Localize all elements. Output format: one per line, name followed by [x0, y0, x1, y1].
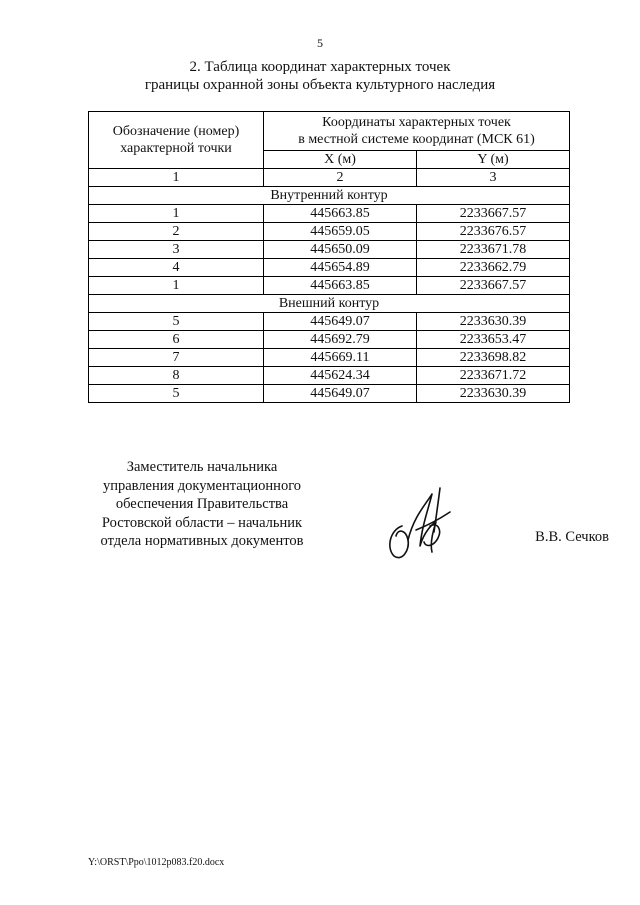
table-row — [89, 313, 570, 331]
position-line-4: Ростовской области – начальник — [101, 514, 303, 531]
header-coordinates-line-1: Координаты характерных точек — [322, 115, 511, 130]
table-row — [89, 223, 570, 241]
y-value: 2233667.57 — [417, 277, 570, 295]
table-index-row — [89, 169, 570, 187]
table-title — [0, 58, 640, 94]
x-value: 445624.34 — [264, 367, 417, 385]
y-value: 2233676.57 — [417, 223, 570, 241]
y-value: 2233667.57 — [417, 205, 570, 223]
table-row — [89, 205, 570, 223]
point-number: 5 — [89, 313, 264, 331]
x-value: 445654.89 — [264, 259, 417, 277]
table-row — [89, 241, 570, 259]
x-value: 445692.79 — [264, 331, 417, 349]
table-row — [89, 259, 570, 277]
y-value: 2233630.39 — [417, 313, 570, 331]
point-number: 6 — [89, 331, 264, 349]
signatory-position — [88, 458, 316, 551]
subheader-x: X (м) — [264, 151, 417, 169]
y-value: 2233671.72 — [417, 367, 570, 385]
header-point-designation — [89, 112, 264, 169]
x-value: 445649.07 — [264, 313, 417, 331]
header-coordinates-line-2: в местной системе координат (МСК 61) — [298, 132, 535, 147]
coordinates-table — [88, 111, 570, 403]
table-title-line-2: границы охранной зоны объекта культурного наследия — [144, 77, 496, 93]
table-row — [89, 349, 570, 367]
point-number: 1 — [89, 205, 264, 223]
position-line-3: обеспечения Правительства — [115, 496, 289, 512]
page-number: 5 — [317, 36, 323, 50]
x-value: 445663.85 — [264, 277, 417, 295]
point-number: 5 — [89, 385, 264, 403]
section-row-outer-contour — [89, 295, 570, 313]
point-number: 2 — [89, 223, 264, 241]
index-cell-2: 2 — [264, 169, 417, 187]
header-point-line-1: Обозначение (номер) — [112, 124, 240, 139]
index-cell-3: 3 — [417, 169, 570, 187]
position-line-2: управления документационного — [102, 477, 302, 494]
y-value: 2233662.79 — [417, 259, 570, 277]
position-line-1: Заместитель начальника — [126, 459, 278, 475]
table-row — [89, 331, 570, 349]
y-value: 2233653.47 — [417, 331, 570, 349]
header-coordinates — [264, 112, 570, 151]
table-header-row — [89, 112, 570, 151]
x-value: 445669.11 — [264, 349, 417, 367]
position-line-5: отдела нормативных документов — [100, 533, 304, 549]
subheader-y: Y (м) — [417, 151, 570, 169]
section-title: Внешний контур — [89, 295, 570, 313]
x-value: 445649.07 — [264, 385, 417, 403]
point-number: 4 — [89, 259, 264, 277]
point-number: 3 — [89, 241, 264, 259]
y-value: 2233671.78 — [417, 241, 570, 259]
point-number: 1 — [89, 277, 264, 295]
table-title-line-1: 2. Таблица координат характерных точек — [189, 59, 451, 75]
x-value: 445663.85 — [264, 205, 417, 223]
handwritten-signature — [380, 486, 460, 564]
point-number: 7 — [89, 349, 264, 367]
section-title: Внутренний контур — [89, 187, 570, 205]
x-value: 445659.05 — [264, 223, 417, 241]
point-number: 8 — [89, 367, 264, 385]
table-row — [89, 367, 570, 385]
signer-name: В.В. Сечков — [535, 529, 609, 545]
table-row — [89, 385, 570, 403]
section-row-inner-contour — [89, 187, 570, 205]
y-value: 2233698.82 — [417, 349, 570, 367]
x-value: 445650.09 — [264, 241, 417, 259]
header-point-line-2: характерной точки — [120, 141, 232, 156]
index-cell-1: 1 — [89, 169, 264, 187]
file-path-footer: Y:\ORST\Ppo\1012p083.f20.docx — [88, 857, 225, 868]
y-value: 2233630.39 — [417, 385, 570, 403]
table-row — [89, 277, 570, 295]
